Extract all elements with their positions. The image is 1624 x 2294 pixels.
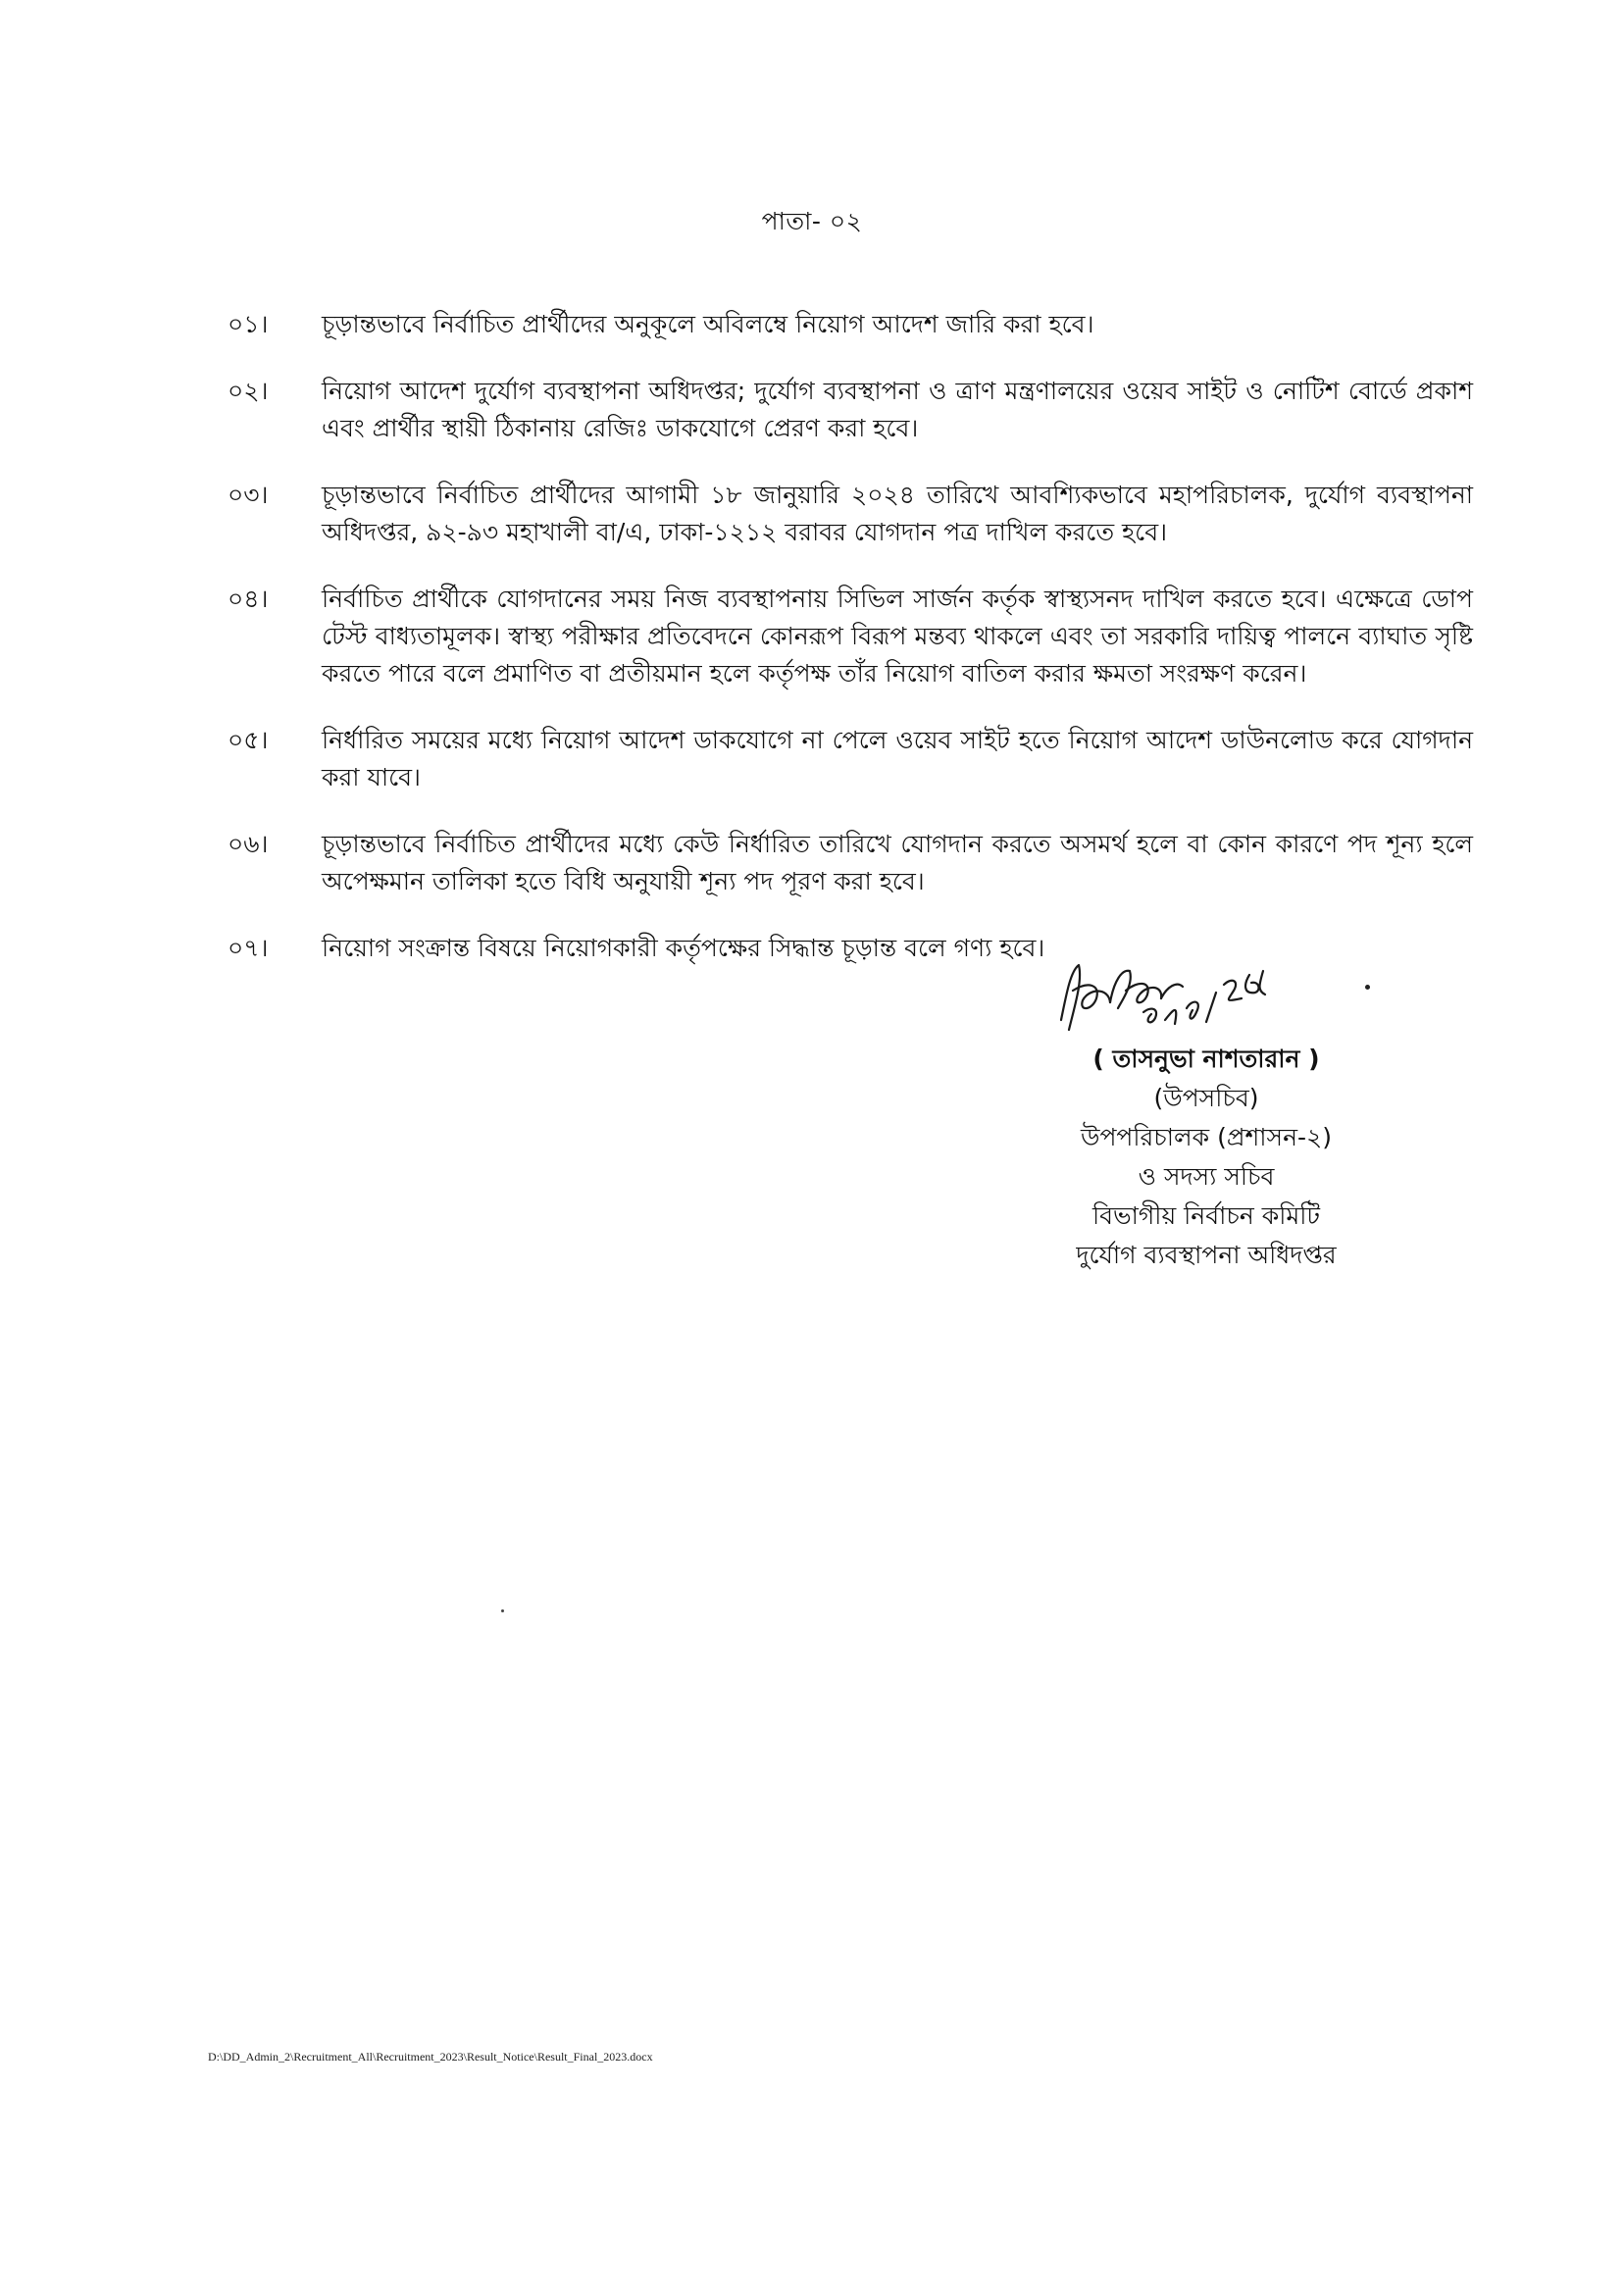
item-text: চূড়ান্তভাবে নির্বাচিত প্রার্থীদের মধ্যে কেউ নির্ধারিত তারিখে যোগদান করতে অসমর্থ হলে বা কোন কারণে পদ শূন্য হলে অপেক্ষমান তালিকা হতে বিধি অনুযায়ী শূন্য পদ পূরণ করা হবে। xyxy=(322,830,1473,895)
item-text: নিয়োগ আদেশ দুর্যোগ ব্যবস্থাপনা অধিদপ্তর; দুর্যোগ ব্যবস্থাপনা ও ত্রাণ মন্ত্রণালয়ের ওয়েব সাইট ও নোটিশ বোর্ডে প্রকাশ এবং প্রার্থীর স্থায়ী ঠিকানায় রেজিঃ ডাকযোগে প্রেরণ করা হবে। xyxy=(322,377,1473,442)
signatory-designation: উপপরিচালক (প্রশাসন-২) xyxy=(1080,1123,1333,1151)
page-number: পাতা- ০২ xyxy=(761,207,863,235)
item-text: চূড়ান্তভাবে নির্বাচিত প্রার্থীদের আগামী ১৮ জানুয়ারি ২০২৪ তারিখে আবশ্যিকভাবে মহাপরিচালক, দুর্যোগ ব্যবস্থাপনা অধিদপ্তর, ৯২-৯৩ মহাখালী বা/এ, ঢাকা-১২১২ বরাবর যোগদান পত্র দাখিল করতে হবে। xyxy=(322,481,1473,546)
item-number: ০২। xyxy=(228,377,269,405)
item-text: নির্ধারিত সময়ের মধ্যে নিয়োগ আদেশ ডাকযোগে না পেলে ওয়েব সাইট হতে নিয়োগ আদেশ ডাউনলোড করে যোগদান করা যাবে। xyxy=(322,726,1473,791)
signatory-designation: দুর্যোগ ব্যবস্থাপনা অধিদপ্তর xyxy=(1076,1241,1337,1269)
list-item xyxy=(228,477,1473,551)
stray-mark xyxy=(501,1609,504,1612)
item-text: নির্বাচিত প্রার্থীকে যোগদানের সময় নিজ ব্যবস্থাপনায় সিভিল সার্জন কর্তৃক স্বাস্থ্যসনদ দাখিল করতে হবে। এক্ষেত্রে ডোপ টেস্ট বাধ্যতামূলক। স্বাস্থ্য পরীক্ষার প্রতিবেদনে কোনরূপ বিরূপ মন্তব্য থাকলে এবং তা সরকারি দায়িত্ব পালনে ব্যাঘাত সৃষ্টি করতে পারে বলে প্রমাণিত বা প্রতীয়মান হলে কর্তৃপক্ষ তাঁর নিয়োগ বাতিল করার ক্ষমতা সংরক্ষণ করেন। xyxy=(322,585,1473,688)
item-number: ০৩। xyxy=(228,481,269,509)
list-item xyxy=(228,581,1473,692)
signatory-name: ( তাসনুভা নাশতারান ) xyxy=(1092,1045,1320,1073)
item-number: ০৬। xyxy=(228,830,269,858)
signatory-designation: ও সদস্য সচিব xyxy=(1138,1162,1275,1191)
signatory-designation: বিভাগীয় নির্বাচন কমিটি xyxy=(1091,1201,1321,1230)
list-item xyxy=(228,722,1473,796)
item-number: ০৫। xyxy=(228,726,269,754)
item-number: ০৭। xyxy=(228,934,269,962)
item-text: নিয়োগ সংক্রান্ত বিষয়ে নিয়োগকারী কর্তৃপক্ষের সিদ্ধান্ত চূড়ান্ত বলে গণ্য হবে। xyxy=(322,934,1045,962)
signature-block xyxy=(981,951,1432,1275)
conditions-list xyxy=(228,306,1473,996)
list-item xyxy=(228,826,1473,900)
item-number: ০১। xyxy=(228,310,269,338)
handwritten-signature xyxy=(1049,951,1285,1040)
item-number: ০৪। xyxy=(228,585,269,613)
footer-file-path: D:\DD_Admin_2\Recruitment_All\Recruitment_2023\Result_Notice\Result_Final_2023.docx xyxy=(208,2050,653,2064)
signatory-designation: (উপসচিব) xyxy=(1153,1084,1259,1112)
item-text: চূড়ান্তভাবে নির্বাচিত প্রার্থীদের অনুকূলে অবিলম্বে নিয়োগ আদেশ জারি করা হবে। xyxy=(322,310,1094,338)
list-item xyxy=(228,373,1473,447)
list-item xyxy=(228,306,1473,343)
